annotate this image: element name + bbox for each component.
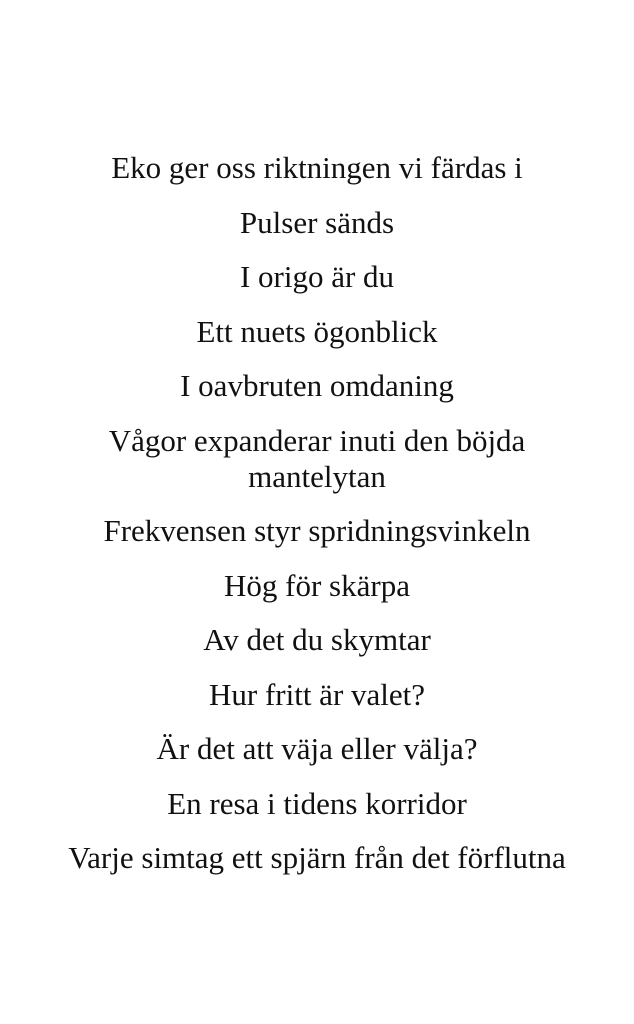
poem-line: Av det du skymtar	[203, 622, 431, 657]
poem-line: I oavbruten omdaning	[180, 368, 454, 403]
poem-line: Hög för skärpa	[224, 567, 410, 603]
poem-line: En resa i tidens korridor	[167, 785, 467, 821]
poem	[0, 150, 634, 895]
poem-line: I origo är du	[239, 259, 395, 294]
poem-line: Frekvensen styr spridningsvinkeln	[103, 513, 531, 548]
poem-line: Pulser sänds	[239, 204, 395, 240]
poem-line: Hur fritt är valet?	[208, 676, 426, 712]
poem-line: Ett nuets ögonblick	[196, 313, 438, 349]
poem-line: Varje simtag ett spjärn från det förflutna	[68, 840, 566, 875]
poem-line: Vågor expanderar inuti den böjda mantelytan	[108, 422, 526, 494]
poem-line: Är det att väja eller välja?	[156, 731, 478, 766]
poem-line: Eko ger oss riktningen vi färdas i	[111, 150, 523, 185]
